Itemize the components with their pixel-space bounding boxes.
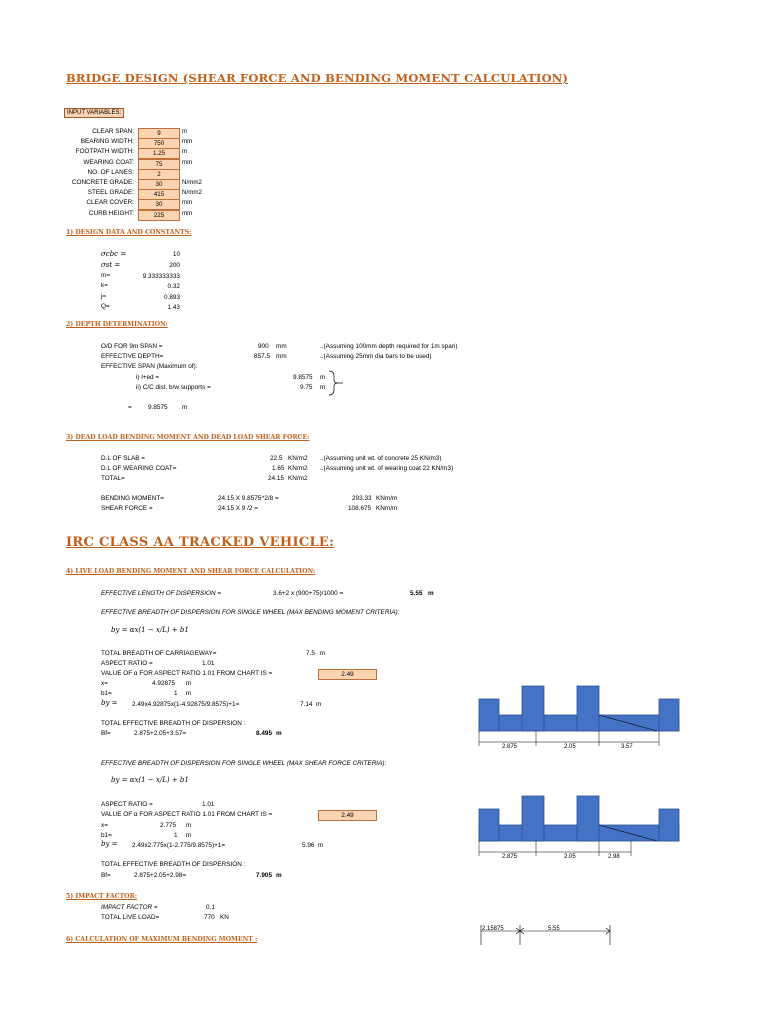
dl-total-value: 24.15: [268, 475, 284, 482]
alpha-result-cell[interactable]: 2.49: [318, 669, 377, 680]
alpha2-result-cell[interactable]: 2.49: [318, 810, 377, 821]
constant-value: 0.893: [164, 294, 180, 301]
constant-value: 1.43: [167, 304, 180, 311]
if-label: IMPACT FACTOR =: [101, 904, 158, 911]
alpha2-label: VALUE OF α FOR ASPECT RATIO 1.01 FROM CHART IS =: [101, 811, 273, 818]
diagram3-dim-1: 2.15875: [482, 926, 504, 932]
diagram1-dim-1: 2.875: [502, 744, 518, 750]
od-note: ..(Assuming 100mm depth required for 1m span): [320, 343, 458, 350]
dl-wc-unit: KN/m2: [288, 465, 308, 472]
constant-value: 9.333333333: [142, 273, 180, 280]
input-value-cell[interactable]: 750: [138, 138, 180, 149]
es-i-unit: m: [320, 374, 326, 381]
input-value-cell[interactable]: 30: [138, 179, 180, 190]
section-6-title: 6) CALCULATION OF MAXIMUM BENDING MOMENT :: [66, 936, 258, 943]
x-label: x=: [101, 680, 108, 687]
bf-label: Bf=: [101, 730, 111, 737]
section-3-title: 3) DEAD LOAD BENDING MOMENT AND DEAD LOAD SHEAR FORCE:: [66, 434, 310, 441]
dispersion-diagram-sf: [476, 794, 686, 864]
input-variables-header: INPUT VARIABLES:: [64, 108, 124, 118]
constant-value: 200: [169, 262, 180, 269]
input-label: WEARING COAT:: [83, 158, 134, 166]
dl-slab-value: 22.5: [270, 455, 283, 462]
bm-unit: KNm/m: [376, 495, 398, 502]
sf-expr: 24.15 X 9 /2 =: [218, 505, 258, 512]
by2-expr: 2.49x2.775x(1-2.775/9.8575)+1=: [132, 842, 226, 849]
bf2-label: Bf=: [101, 872, 111, 879]
input-value-cell[interactable]: 2: [138, 169, 180, 180]
input-value-cell[interactable]: 225: [138, 210, 180, 221]
tbc-label: TOTAL BREADTH OF CARRIAGEWAY=: [101, 650, 217, 657]
tbc-unit: m: [320, 650, 326, 657]
alpha-label: VALUE OF α FOR ASPECT RATIO 1.01 FROM CHART IS =: [101, 670, 273, 677]
input-label: BEARING WIDTH:: [80, 138, 134, 146]
x-unit: m: [186, 680, 192, 687]
b1-label: b1=: [101, 690, 112, 697]
input-label: NO. OF LANES:: [87, 168, 134, 176]
dl-wc-value: 1.65: [272, 465, 285, 472]
sf-unit: KNm/m: [376, 505, 398, 512]
input-value-cell[interactable]: 1.25: [138, 148, 180, 159]
constant-symbol: m=: [101, 272, 111, 279]
by-label: by =: [101, 699, 118, 707]
curly-brace: [328, 370, 344, 396]
by-expr: 2.49x4.92875x(1-4.92875/9.8575)+1=: [132, 701, 240, 708]
by-value: 7.14: [300, 701, 313, 708]
section-5-title: 5) IMPACT FACTOR:: [66, 893, 137, 900]
input-value-cell[interactable]: 75: [138, 159, 180, 170]
ebd-bm-label: EFFECTIVE BREADTH OF DISPERSION FOR SINGLE WHEEL (MAX BENDING MOMENT CRITERIA):: [101, 609, 400, 616]
es-ii-value: 9.75: [300, 384, 313, 391]
sf-label: SHEAR FORCE =: [101, 505, 153, 512]
ar2-label: ASPECT RATIO =: [101, 801, 153, 808]
b12-value: 1: [174, 832, 178, 839]
section-2-title: 2) DEPTH DETERMINATION:: [66, 321, 168, 328]
tll-value: 770: [204, 914, 215, 921]
input-label: FOOTPATH WIDTH:: [75, 148, 134, 156]
input-label: CLEAR COVER:: [86, 199, 134, 207]
b1-value: 1: [174, 690, 178, 697]
dl-slab-unit: KN/m2: [288, 455, 308, 462]
input-unit: N/mm2: [182, 189, 202, 197]
constant-symbol: j=: [101, 293, 107, 300]
bf2-expr: 2.875+2.05+2.98=: [134, 872, 187, 879]
bm-value: 293.33: [352, 495, 372, 502]
eld-label: EFFECTIVE LENGTH OF DISPERSION =: [101, 590, 222, 597]
if-value: 0.1: [206, 904, 215, 911]
dl-total-unit: KN/m2: [288, 475, 308, 482]
input-label: STEEL GRADE:: [87, 189, 134, 197]
by2-label: by =: [101, 840, 118, 848]
dl-slab-label: D.L OF SLAB =: [101, 455, 145, 462]
bf2-unit: m: [276, 872, 282, 879]
dl-wc-note: ..(Assuming unit wt. of wearing coat 22 KN/m3): [320, 465, 454, 472]
input-value-cell[interactable]: 415: [138, 189, 180, 200]
es-ii-label: ii) C/C dist. b/w supports =: [136, 384, 211, 391]
constant-symbol: k=: [101, 282, 108, 289]
diagram1-dim-3: 3.57: [621, 744, 633, 750]
constant-symbol: σst =: [101, 261, 121, 269]
input-unit: mm: [182, 209, 193, 217]
eld-expr: 3.6+2 x (900+75)/1000 =: [273, 590, 344, 597]
bf-value: 8.495: [256, 730, 272, 737]
page-title: BRIDGE DESIGN (SHEAR FORCE AND BENDING MOMENT CALCULATION): [66, 71, 569, 85]
dispersion-formula-1: by = αx(1 − x/L) + b1: [111, 626, 189, 634]
ed-value: 857.5: [254, 353, 270, 360]
ed-label: EFFECTIVE DEPTH=: [101, 353, 164, 360]
tll-unit: KN: [220, 914, 229, 921]
bm-label: BENDING MOMENT=: [101, 495, 165, 502]
input-unit: mm: [182, 158, 193, 166]
diagram1-dim-2: 2.05: [564, 744, 576, 750]
section-1-title: 1) DESIGN DATA AND CONSTANTS:: [66, 229, 192, 236]
teb-label: TOTAL EFFECTIVE BREADTH OF DISPERSION :: [101, 720, 246, 727]
input-label: CLEAR SPAN:: [92, 128, 134, 135]
input-value-cell[interactable]: 9: [138, 128, 180, 139]
by2-unit: m: [318, 842, 324, 849]
teb2-label: TOTAL EFFECTIVE BREADTH OF DISPERSION :: [101, 861, 246, 868]
by2-value: 5.96: [302, 842, 315, 849]
ar-label: ASPECT RATIO =: [101, 660, 153, 667]
es-eq: =: [128, 404, 132, 411]
section-4-title: 4) LIVE LOAD BENDING MOMENT AND SHEAR FORCE CALCULATION:: [66, 568, 316, 575]
sf-value: 108.675: [348, 505, 372, 512]
ed-unit: mm: [276, 353, 287, 360]
x-value: 4.92875: [152, 680, 176, 687]
diagram2-dim-2: 2.05: [564, 854, 576, 860]
b12-label: b1=: [101, 832, 112, 839]
od-unit: mm: [276, 343, 287, 350]
input-unit: mm: [182, 199, 193, 207]
es-result-value: 9.8575: [148, 404, 168, 411]
bf2-value: 7.905: [256, 872, 272, 879]
ed-note: ..(Assuming 25mm dia bars to be used): [320, 353, 432, 360]
input-unit: m: [182, 148, 188, 156]
ar2-value: 1.01: [202, 801, 215, 808]
es-label: EFFECTIVE SPAN (Maximum of):: [101, 363, 198, 370]
irc-title: IRC CLASS AA TRACKED VEHICLE:: [66, 535, 335, 550]
dispersion-diagram-bm: [476, 684, 686, 754]
input-label: CONCRETE GRADE:: [71, 179, 134, 186]
es-i-value: 9.8575: [293, 374, 313, 381]
dl-wc-label: D.L OF WEARING COAT=: [101, 465, 177, 472]
input-unit: m: [182, 128, 188, 135]
eld-value: 5.55: [410, 590, 423, 597]
diagram2-dim-3: 2.98: [608, 854, 620, 860]
input-value-cell[interactable]: 30: [138, 199, 180, 210]
constant-symbol: Q=: [101, 303, 110, 310]
constant-value: 10: [172, 251, 180, 258]
dl-total-label: TOTAL=: [101, 475, 125, 482]
input-unit: N/mm2: [182, 179, 202, 186]
x2-label: x=: [101, 822, 108, 829]
by-unit: m: [316, 701, 322, 708]
b12-unit: m: [186, 832, 192, 839]
od-label: O/D FOR 9m SPAN =: [101, 343, 163, 350]
bf-unit: m: [276, 730, 282, 737]
x2-value: 2.775: [160, 822, 176, 829]
od-value: 900: [258, 343, 269, 350]
diagram2-dim-1: 2.875: [502, 854, 518, 860]
bf-expr: 2.875+2.05+3.57=: [134, 730, 187, 737]
dispersion-formula-2: by = αx(1 − x/L) + b1: [111, 776, 189, 784]
eld-unit: m: [428, 590, 434, 597]
constant-symbol: σcbc =: [101, 250, 127, 258]
dl-slab-note: ..(Assuming unit wt. of concrete 25 KN/m3): [320, 455, 442, 462]
diagram3-dim-2: 5.55: [548, 926, 560, 932]
es-result-unit: m: [182, 404, 188, 411]
tbc-value: 7.5: [306, 650, 315, 657]
x2-unit: m: [186, 822, 192, 829]
input-label: CURB HEIGHT:: [88, 209, 134, 217]
ar-value: 1.01: [202, 660, 215, 667]
ebd-sf-label: EFFECTIVE BREADTH OF DISPERSION FOR SINGLE WHEEL (MAX SHEAR FORCE CRITERIA):: [101, 760, 387, 767]
es-i-label: i) l+ed =: [136, 374, 160, 381]
bm-expr: 24.15 X 9.8575^2/8 =: [218, 495, 279, 502]
b1-unit: m: [186, 690, 192, 697]
input-unit: mm: [182, 138, 193, 146]
tll-label: TOTAL LIVE LOAD=: [101, 914, 160, 921]
constant-value: 0.32: [167, 283, 180, 290]
es-ii-unit: m: [320, 384, 326, 391]
load-position-diagram: [476, 921, 616, 947]
